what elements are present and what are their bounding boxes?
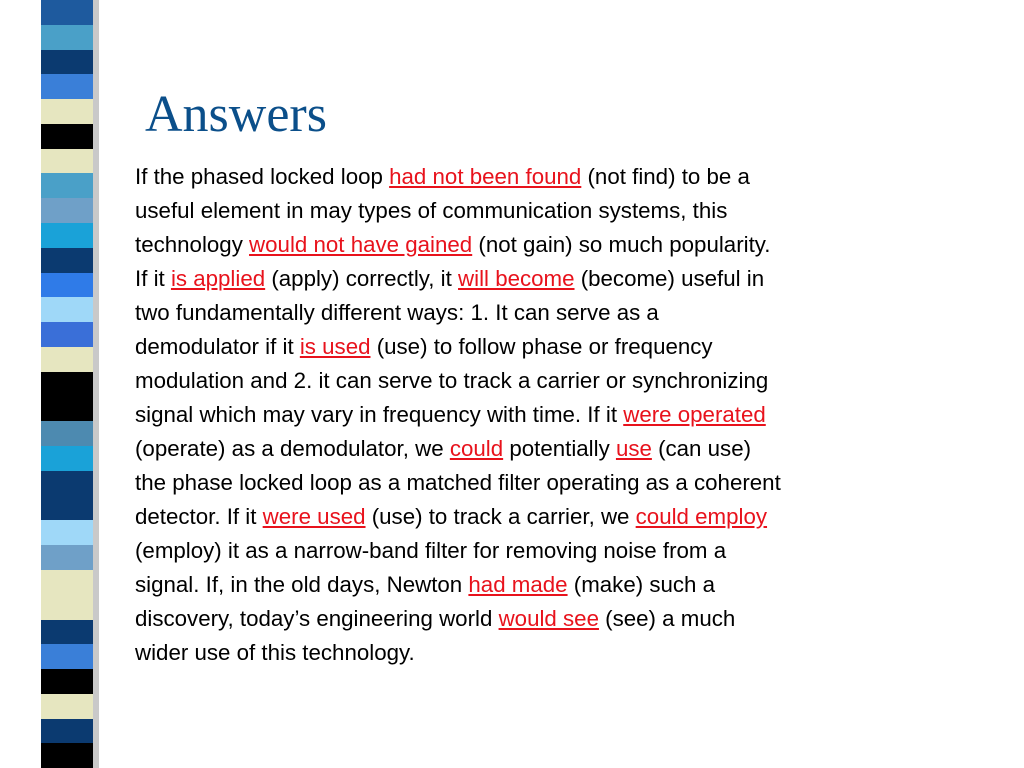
- body-text-segment: technology: [135, 232, 250, 257]
- stripe-segment: [41, 347, 93, 372]
- body-text-segment: (see) a much: [598, 606, 736, 631]
- body-text-segment: signal which may vary in frequency with time. If it: [135, 402, 624, 427]
- stripe-segment: [41, 397, 93, 422]
- body-text-segment: (apply) correctly, it: [265, 266, 459, 291]
- body-text-segment: demodulator if it: [135, 334, 300, 359]
- answers-paragraph: [135, 160, 975, 670]
- slide-title: Answers: [145, 86, 327, 143]
- body-text-segment: (can use): [651, 436, 752, 461]
- text-line: [135, 262, 975, 296]
- body-text-segment: (not find) to be a: [581, 164, 750, 189]
- body-text-segment: (employ) it as a narrow-band filter for removing noise from a: [135, 538, 727, 563]
- stripe-segment: [41, 223, 93, 248]
- text-line: [135, 296, 975, 330]
- text-line: [135, 330, 975, 364]
- body-text-segment: modulation and 2. it can serve to track a carrier or synchronizing: [135, 368, 769, 393]
- text-line: [135, 534, 975, 568]
- stripe-segment: [41, 372, 93, 397]
- stripe-segment: [41, 669, 93, 694]
- stripe-segment: [41, 173, 93, 198]
- stripe-segment: [41, 545, 93, 570]
- text-line: [135, 432, 975, 466]
- stripe-segment: [41, 99, 93, 124]
- stripe-segment: [41, 694, 93, 719]
- body-text-segment: If the phased locked loop: [135, 164, 390, 189]
- stripe-segment: [41, 0, 93, 25]
- body-text-segment: If it: [135, 266, 171, 291]
- answer-text: will become: [458, 266, 575, 291]
- text-line: [135, 398, 975, 432]
- answer-text: were operated: [623, 402, 766, 427]
- stripe-segment: [41, 620, 93, 645]
- stripe-segment: [41, 421, 93, 446]
- answer-text: would not have gained: [249, 232, 473, 257]
- body-text-segment: detector. If it: [135, 504, 263, 529]
- body-text-segment: the phase locked loop as a matched filter operating as a coherent: [135, 470, 781, 495]
- text-line: [135, 228, 975, 262]
- answer-text: were used: [262, 504, 366, 529]
- stripe-segment: [41, 273, 93, 298]
- body-text-segment: (make) such a: [567, 572, 716, 597]
- body-text-segment: (use) to follow phase or frequency: [370, 334, 713, 359]
- answer-text: had not been found: [389, 164, 582, 189]
- decorative-stripe-bar: [41, 0, 93, 768]
- text-line: [135, 500, 975, 534]
- stripe-segment: [41, 124, 93, 149]
- body-text-segment: (not gain) so much popularity.: [472, 232, 771, 257]
- text-line: [135, 194, 975, 228]
- body-text-segment: discovery, today’s engineering world: [135, 606, 499, 631]
- stripe-segment: [41, 149, 93, 174]
- stripe-segment: [41, 198, 93, 223]
- text-line: [135, 568, 975, 602]
- stripe-segment: [41, 322, 93, 347]
- body-text-segment: useful element in may types of communication systems, this: [135, 198, 728, 223]
- stripe-segment: [41, 520, 93, 545]
- stripe-segment: [41, 496, 93, 521]
- stripe-segment: [41, 570, 93, 595]
- stripe-segment: [41, 446, 93, 471]
- answer-text: had made: [468, 572, 568, 597]
- text-line: [135, 636, 975, 670]
- stripe-segment: [41, 25, 93, 50]
- answer-text: could: [449, 436, 504, 461]
- answer-text: could employ: [635, 504, 768, 529]
- stripe-segment: [41, 50, 93, 75]
- text-line: [135, 602, 975, 636]
- stripe-segment: [41, 743, 93, 768]
- body-text-segment: (operate) as a demodulator, we: [135, 436, 450, 461]
- text-line: [135, 364, 975, 398]
- answer-text: would see: [498, 606, 599, 631]
- body-text-segment: (become) useful in: [574, 266, 765, 291]
- body-text-segment: (use) to track a carrier, we: [365, 504, 636, 529]
- body-text-segment: signal. If, in the old days, Newton: [135, 572, 469, 597]
- stripe-segment: [41, 297, 93, 322]
- stripe-segment: [41, 471, 93, 496]
- stripe-segment: [41, 74, 93, 99]
- body-text-segment: wider use of this technology.: [135, 640, 415, 665]
- body-text-segment: potentially: [503, 436, 616, 461]
- answer-text: is applied: [170, 266, 266, 291]
- body-text-segment: two fundamentally different ways: 1. It can serve as a: [135, 300, 659, 325]
- text-line: [135, 160, 975, 194]
- answer-text: is used: [299, 334, 371, 359]
- stripe-segment: [41, 248, 93, 273]
- stripe-segment: [41, 719, 93, 744]
- text-line: [135, 466, 975, 500]
- stripe-segment: [41, 644, 93, 669]
- stripe-segment: [41, 595, 93, 620]
- answer-text: use: [615, 436, 652, 461]
